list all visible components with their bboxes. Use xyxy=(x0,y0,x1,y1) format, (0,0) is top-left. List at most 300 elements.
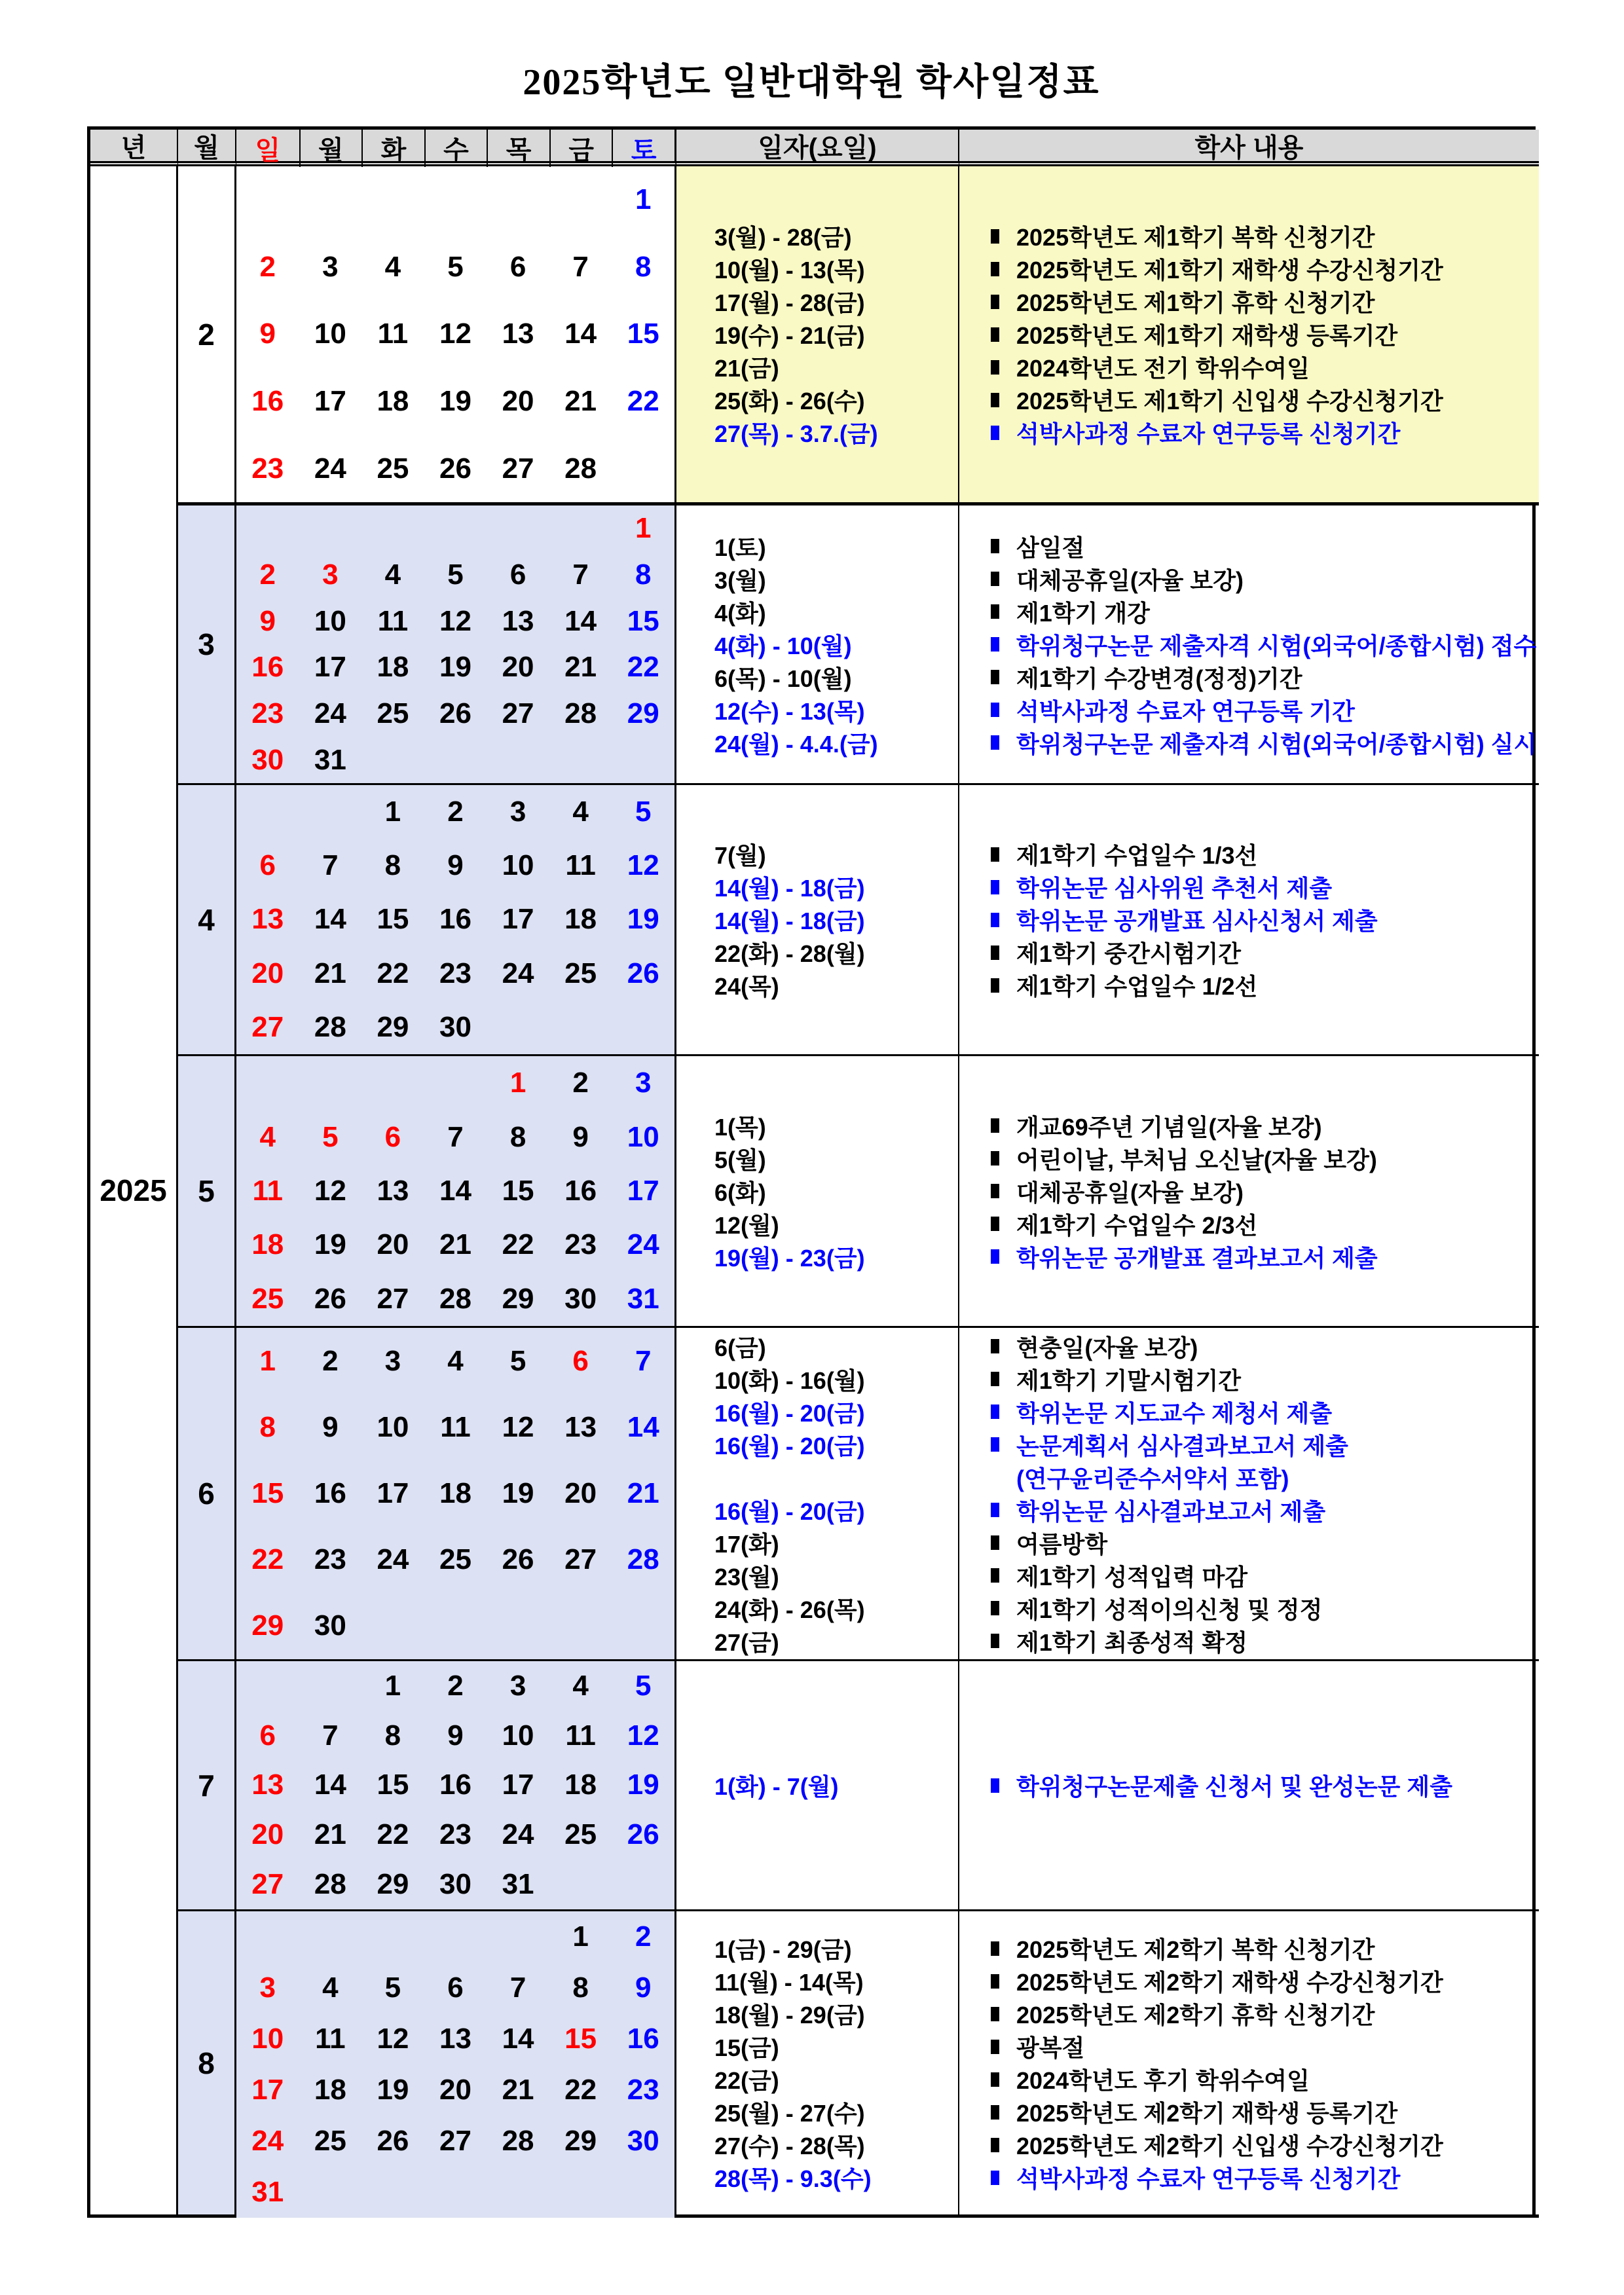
square-bullet-icon xyxy=(991,1405,999,1419)
square-bullet-icon xyxy=(991,1339,999,1353)
calendar-day: 15 xyxy=(377,903,409,936)
calendar-day: 5 xyxy=(447,558,464,591)
month-6-calendar-grid xyxy=(236,1326,676,1659)
calendar-day: 22 xyxy=(627,385,659,418)
event-text: 제1학기 수업일수 1/2선 xyxy=(1016,973,1258,1000)
event-text-line xyxy=(991,562,1539,595)
calendar-day: 19 xyxy=(502,1477,534,1509)
calendar-day: 18 xyxy=(439,1477,471,1509)
calendar-day: 30 xyxy=(564,1282,597,1315)
calendar-day: 9 xyxy=(259,604,276,637)
event-text-line xyxy=(991,2161,1539,2194)
calendar-day: 22 xyxy=(564,2074,597,2106)
month-number-7: 7 xyxy=(178,1659,236,1909)
month-2-calendar-grid xyxy=(236,166,676,502)
square-bullet-icon xyxy=(991,1437,999,1452)
event-text: 제1학기 수업일수 1/3선 xyxy=(1016,842,1258,869)
event-text: 학위논문 심사위원 추천서 제출 xyxy=(1016,875,1333,902)
square-bullet-icon xyxy=(991,1535,999,1550)
event-date: 16(월) - 20(금) xyxy=(714,1399,865,1427)
square-bullet-icon xyxy=(991,2171,999,2185)
event-text-line xyxy=(991,1461,1539,1494)
calendar-day: 21 xyxy=(502,2074,534,2106)
event-date: 1(금) - 29(금) xyxy=(714,1936,852,1963)
square-bullet-icon xyxy=(991,1118,999,1133)
event-text-line xyxy=(991,285,1539,318)
calendar-day xyxy=(299,785,362,839)
square-bullet-icon xyxy=(991,262,999,276)
calendar-day: 19 xyxy=(627,903,659,936)
calendar-day xyxy=(299,1056,362,1110)
event-date: 28(목) - 9.3(수) xyxy=(714,2165,872,2192)
event-text: 학위논문 심사결과보고서 제출 xyxy=(1016,1497,1326,1525)
square-bullet-icon xyxy=(991,670,999,684)
month-3-date-column xyxy=(676,502,959,783)
event-text-line xyxy=(991,530,1539,562)
calendar-day: 25 xyxy=(564,1818,597,1851)
event-text: 제1학기 최종성적 확정 xyxy=(1016,1628,1248,1656)
event-text: 논문계획서 심사결과보고서 제출 xyxy=(1016,1432,1348,1460)
calendar-day: 24 xyxy=(314,452,346,485)
calendar-day: 1 xyxy=(635,512,652,545)
calendar-day: 6 xyxy=(384,1120,401,1153)
calendar-day: 23 xyxy=(627,2074,659,2106)
calendar-day: 12 xyxy=(377,2023,409,2055)
calendar-day: 3 xyxy=(509,796,526,828)
calendar-day: 28 xyxy=(439,1282,471,1315)
event-text: 현충일(자율 보강) xyxy=(1016,1334,1198,1361)
calendar-day: 14 xyxy=(502,2023,534,2055)
square-bullet-icon xyxy=(991,946,999,960)
square-bullet-icon xyxy=(991,735,999,750)
calendar-day: 24 xyxy=(377,1543,409,1576)
calendar-day xyxy=(236,1661,299,1711)
calendar-day: 20 xyxy=(502,651,534,684)
square-bullet-icon xyxy=(991,393,999,407)
square-bullet-icon xyxy=(991,572,999,586)
event-text-line xyxy=(991,1109,1539,1142)
calendar-day xyxy=(424,1056,487,1110)
calendar-day: 11 xyxy=(440,1410,471,1443)
calendar-day: 30 xyxy=(439,1010,471,1043)
square-bullet-icon xyxy=(991,2105,999,2120)
calendar-day: 12 xyxy=(627,849,659,882)
calendar-day: 27 xyxy=(564,1543,597,1576)
event-date: 27(목) - 3.7.(금) xyxy=(714,420,878,447)
calendar-day xyxy=(236,505,299,552)
event-date: 10(화) - 16(월) xyxy=(714,1367,865,1394)
square-bullet-icon xyxy=(991,2072,999,2087)
event-text: 2025학년도 제1학기 신입생 수강신청기간 xyxy=(1016,388,1443,414)
calendar-day: 6 xyxy=(259,1719,276,1752)
calendar-day: 1 xyxy=(572,1920,589,1953)
calendar-day: 13 xyxy=(502,604,534,637)
month-8-date-column xyxy=(676,1909,959,2218)
calendar-day: 19 xyxy=(439,651,471,684)
square-bullet-icon xyxy=(991,637,999,652)
calendar-day: 27 xyxy=(251,1868,284,1901)
page-title: 2025학년도 일반대학원 학사일정표 xyxy=(523,62,1100,103)
calendar-day: 11 xyxy=(565,1719,596,1752)
calendar-day: 16 xyxy=(314,1477,346,1509)
calendar-day: 25 xyxy=(439,1543,471,1576)
calendar-day: 16 xyxy=(627,2023,659,2055)
square-bullet-icon xyxy=(991,1249,999,1264)
calendar-day: 20 xyxy=(251,957,284,989)
calendar-day xyxy=(361,2167,424,2218)
calendar-table xyxy=(87,126,1536,2218)
calendar-day: 13 xyxy=(502,318,534,350)
calendar-day xyxy=(299,505,362,552)
calendar-day xyxy=(424,2167,487,2218)
calendar-day xyxy=(487,1911,549,1962)
calendar-day xyxy=(487,737,549,783)
month-7-content-column xyxy=(959,1659,1539,1909)
square-bullet-icon xyxy=(991,2007,999,2021)
calendar-day: 17 xyxy=(314,651,346,684)
calendar-day: 1 xyxy=(259,1344,276,1377)
event-date: 6(금) xyxy=(714,1334,766,1361)
calendar-day: 6 xyxy=(572,1344,589,1377)
calendar-day: 29 xyxy=(251,1609,284,1642)
calendar-day xyxy=(549,737,612,783)
weekday-label-5: 금 xyxy=(549,130,612,167)
calendar-day: 25 xyxy=(377,452,409,485)
calendar-day: 18 xyxy=(377,385,409,418)
calendar-day: 31 xyxy=(251,2176,284,2208)
square-bullet-icon xyxy=(991,880,999,894)
month-3-calendar-grid xyxy=(236,502,676,783)
calendar-day: 30 xyxy=(627,2125,659,2157)
event-text: 2025학년도 제2학기 재학생 수강신청기간 xyxy=(1016,1969,1443,1996)
calendar-day: 15 xyxy=(627,604,659,637)
calendar-day: 10 xyxy=(251,2023,284,2055)
square-bullet-icon xyxy=(991,847,999,862)
month-number-3: 3 xyxy=(178,502,236,783)
calendar-day: 19 xyxy=(627,1769,659,1801)
event-text-line xyxy=(991,871,1539,904)
square-bullet-icon xyxy=(991,1634,999,1648)
calendar-day: 14 xyxy=(439,1174,471,1207)
calendar-day: 11 xyxy=(252,1174,284,1207)
calendar-day: 1 xyxy=(635,183,652,216)
calendar-day xyxy=(361,1593,424,1659)
calendar-day: 25 xyxy=(251,1282,284,1315)
event-text: 삼일절 xyxy=(1016,534,1085,561)
square-bullet-icon xyxy=(991,913,999,927)
calendar-day: 7 xyxy=(447,1120,464,1153)
calendar-day xyxy=(299,166,362,234)
calendar-day xyxy=(549,1860,612,1909)
calendar-day: 6 xyxy=(509,558,526,591)
calendar-day: 4 xyxy=(572,796,589,828)
calendar-day xyxy=(236,1911,299,1962)
weekday-label-4: 목 xyxy=(487,130,549,167)
calendar-day xyxy=(361,505,424,552)
header-weekdays xyxy=(236,130,676,166)
calendar-day: 23 xyxy=(251,697,284,729)
calendar-day: 28 xyxy=(564,452,597,485)
calendar-day xyxy=(361,737,424,783)
event-text-line xyxy=(991,1175,1539,1207)
calendar-day: 8 xyxy=(572,1972,589,2004)
event-text: (연구윤리준수서약서 포함) xyxy=(1016,1465,1289,1492)
event-text: 학위논문 지도교수 제청서 제출 xyxy=(1016,1399,1333,1427)
weekday-label-2: 화 xyxy=(361,130,424,167)
event-text: 대체공휴일(자율 보강) xyxy=(1016,1179,1244,1206)
calendar-day: 4 xyxy=(322,1972,339,2004)
event-text: 2024학년도 전기 학위수여일 xyxy=(1016,355,1310,382)
calendar-day xyxy=(612,1860,674,1909)
calendar-day xyxy=(487,505,549,552)
calendar-day: 16 xyxy=(564,1174,597,1207)
calendar-day: 3 xyxy=(509,1669,526,1702)
event-date: 22(화) - 28(월) xyxy=(714,940,865,967)
calendar-day: 22 xyxy=(502,1228,534,1261)
event-text-line xyxy=(991,936,1539,969)
header-month: 월 xyxy=(178,130,236,166)
calendar-day: 19 xyxy=(314,1228,346,1261)
calendar-day: 31 xyxy=(627,1282,659,1315)
event-text: 2025학년도 제2학기 복학 신청기간 xyxy=(1016,1936,1375,1963)
calendar-day: 30 xyxy=(439,1868,471,1901)
header-content: 학사 내용 xyxy=(959,130,1539,166)
calendar-day: 3 xyxy=(384,1344,401,1377)
month-7-date-column xyxy=(676,1659,959,1909)
square-bullet-icon xyxy=(991,1778,999,1793)
calendar-day: 4 xyxy=(572,1669,589,1702)
calendar-day xyxy=(487,1593,549,1659)
calendar-day xyxy=(299,2167,362,2218)
event-text-line xyxy=(991,1592,1539,1625)
calendar-day xyxy=(549,505,612,552)
calendar-day xyxy=(424,505,487,552)
event-text: 학위청구논문 제출자격 시험(외국어/종합시험) 실시 xyxy=(1016,730,1537,758)
event-text-line xyxy=(991,384,1539,416)
calendar-day: 17 xyxy=(502,903,534,936)
calendar-day: 13 xyxy=(564,1410,597,1443)
weekday-label-1: 월 xyxy=(299,130,362,167)
event-date: 27(금) xyxy=(714,1628,779,1656)
event-text: 제1학기 성적이의신청 및 정정 xyxy=(1016,1596,1323,1623)
calendar-day: 4 xyxy=(447,1344,464,1377)
square-bullet-icon xyxy=(991,2138,999,2152)
event-date: 1(토) xyxy=(714,534,766,561)
calendar-day xyxy=(612,1001,674,1054)
event-text-line xyxy=(991,661,1539,693)
calendar-day: 7 xyxy=(635,1344,652,1377)
calendar-day: 21 xyxy=(564,651,597,684)
event-text: 학위청구논문 제출자격 시험(외국어/종합시험) 접수 xyxy=(1016,632,1537,659)
square-bullet-icon xyxy=(991,229,999,244)
calendar-day: 20 xyxy=(502,385,534,418)
event-text-line xyxy=(991,969,1539,1002)
calendar-day: 26 xyxy=(314,1282,346,1315)
event-text: 제1학기 기말시험기간 xyxy=(1016,1367,1242,1394)
event-date: 16(월) - 20(금) xyxy=(714,1432,865,1460)
calendar-day xyxy=(361,1911,424,1962)
calendar-day: 27 xyxy=(439,2125,471,2157)
calendar-day: 23 xyxy=(251,452,284,485)
event-date: 12(월) xyxy=(714,1211,779,1239)
calendar-day xyxy=(612,2167,674,2218)
calendar-day: 26 xyxy=(502,1543,534,1576)
event-text-line xyxy=(991,2063,1539,2096)
calendar-day: 22 xyxy=(627,651,659,684)
calendar-day: 7 xyxy=(509,1972,526,2004)
calendar-day xyxy=(612,1593,674,1659)
calendar-day xyxy=(612,435,674,502)
calendar-day: 2 xyxy=(259,250,276,283)
calendar-day: 14 xyxy=(314,903,346,936)
square-bullet-icon xyxy=(991,1151,999,1166)
square-bullet-icon xyxy=(991,360,999,375)
calendar-day: 11 xyxy=(315,2023,346,2055)
calendar-day: 26 xyxy=(439,452,471,485)
calendar-day: 13 xyxy=(251,1769,284,1801)
calendar-day: 4 xyxy=(259,1120,276,1153)
calendar-day: 26 xyxy=(627,1818,659,1851)
month-7-calendar-grid xyxy=(236,1659,676,1909)
event-date: 6(화) xyxy=(714,1179,766,1206)
event-date: 23(월) xyxy=(714,1563,779,1590)
calendar-day: 28 xyxy=(502,2125,534,2157)
event-text: 여름방학 xyxy=(1016,1530,1108,1558)
calendar-day: 17 xyxy=(627,1174,659,1207)
calendar-day: 5 xyxy=(384,1972,401,2004)
calendar-day: 3 xyxy=(322,558,339,591)
month-5-calendar-grid xyxy=(236,1054,676,1326)
event-text: 학위청구논문제출 신청서 및 완성논문 제출 xyxy=(1016,1773,1452,1800)
event-date: 24(화) - 26(목) xyxy=(714,1596,865,1623)
weekday-label-6: 토 xyxy=(612,130,674,167)
calendar-day: 5 xyxy=(635,1669,652,1702)
event-date: 24(월) - 4.4.(금) xyxy=(714,730,878,758)
calendar-day: 24 xyxy=(251,2125,284,2157)
calendar-day: 25 xyxy=(314,2125,346,2157)
event-text-line xyxy=(991,1363,1539,1395)
calendar-day: 7 xyxy=(572,250,589,283)
event-text: 대체공휴일(자율 보강) xyxy=(1016,566,1244,594)
calendar-day xyxy=(549,2167,612,2218)
event-text-line xyxy=(991,1142,1539,1175)
calendar-day: 26 xyxy=(627,957,659,989)
calendar-day: 8 xyxy=(635,250,652,283)
calendar-day: 8 xyxy=(384,849,401,882)
calendar-day: 16 xyxy=(251,385,284,418)
square-bullet-icon xyxy=(991,1974,999,1989)
event-text: 제1학기 수강변경(정정)기간 xyxy=(1016,665,1302,692)
calendar-day: 12 xyxy=(627,1719,659,1752)
calendar-day: 9 xyxy=(635,1972,652,2004)
calendar-day xyxy=(549,1001,612,1054)
calendar-day xyxy=(299,1911,362,1962)
month-8-calendar-grid xyxy=(236,1909,676,2218)
year-label: 2025 xyxy=(90,166,178,2218)
calendar-day: 3 xyxy=(259,1972,276,2004)
weekday-label-0: 일 xyxy=(255,136,281,165)
calendar-day xyxy=(236,785,299,839)
calendar-day: 7 xyxy=(322,849,339,882)
event-date: 14(월) - 18(금) xyxy=(714,908,865,934)
calendar-day: 17 xyxy=(314,385,346,418)
event-date: 4(화) - 10(월) xyxy=(714,632,852,659)
event-text-line xyxy=(991,726,1539,759)
calendar-day: 18 xyxy=(314,2074,346,2106)
square-bullet-icon xyxy=(991,539,999,553)
event-text: 석박사과정 수료자 연구등록 신청기간 xyxy=(1016,420,1401,447)
calendar-day: 27 xyxy=(251,1010,284,1043)
calendar-day: 2 xyxy=(447,1669,464,1702)
event-text-line xyxy=(991,628,1539,661)
calendar-day: 6 xyxy=(447,1972,464,2004)
calendar-day: 28 xyxy=(314,1010,346,1043)
event-text-line xyxy=(991,1998,1539,2030)
calendar-day: 24 xyxy=(502,957,534,989)
month-4-calendar-grid xyxy=(236,783,676,1054)
event-text-line xyxy=(991,2096,1539,2129)
square-bullet-icon xyxy=(991,703,999,717)
calendar-day: 7 xyxy=(572,558,589,591)
calendar-day: 13 xyxy=(439,2023,471,2055)
calendar-day xyxy=(549,166,612,234)
event-date: 6(목) - 10(월) xyxy=(714,665,852,692)
calendar-day xyxy=(612,737,674,783)
event-text: 학위논문 공개발표 심사신청서 제출 xyxy=(1016,908,1378,934)
calendar-day: 1 xyxy=(384,1669,401,1702)
calendar-day: 13 xyxy=(251,903,284,936)
calendar-day: 16 xyxy=(251,651,284,684)
calendar-day: 15 xyxy=(251,1477,284,1509)
square-bullet-icon xyxy=(991,295,999,309)
calendar-day: 28 xyxy=(314,1868,346,1901)
calendar-day: 4 xyxy=(384,250,401,283)
calendar-day: 6 xyxy=(509,250,526,283)
event-text: 2025학년도 제2학기 휴학 신청기간 xyxy=(1016,2002,1375,2029)
event-text-line xyxy=(991,1428,1539,1461)
calendar-day: 9 xyxy=(259,318,276,350)
event-text-line xyxy=(991,1207,1539,1240)
calendar-day: 18 xyxy=(251,1228,284,1261)
calendar-day: 27 xyxy=(502,452,534,485)
calendar-day: 10 xyxy=(502,849,534,882)
month-6-date-column xyxy=(676,1326,959,1659)
calendar-day: 6 xyxy=(259,849,276,882)
calendar-day: 14 xyxy=(564,604,597,637)
calendar-day xyxy=(424,1593,487,1659)
calendar-day: 21 xyxy=(314,957,346,989)
event-date: 1(화) - 7(월) xyxy=(714,1773,839,1800)
event-text-line xyxy=(991,693,1539,726)
calendar-day: 17 xyxy=(251,2074,284,2106)
event-date: 19(월) - 23(금) xyxy=(714,1244,865,1272)
event-text-line xyxy=(991,1240,1539,1273)
event-text-line xyxy=(991,253,1539,285)
event-text-line xyxy=(991,1395,1539,1428)
event-date: 1(목) xyxy=(714,1113,766,1141)
calendar-day: 8 xyxy=(635,558,652,591)
calendar-day: 28 xyxy=(564,697,597,729)
calendar-day: 29 xyxy=(627,697,659,729)
event-text: 2025학년도 제1학기 복학 신청기간 xyxy=(1016,224,1375,251)
square-bullet-icon xyxy=(991,1217,999,1231)
calendar-day: 10 xyxy=(502,1719,534,1752)
event-text: 어린이날, 부처님 오신날(자율 보강) xyxy=(1016,1146,1377,1173)
calendar-day xyxy=(361,166,424,234)
month-5-content-column xyxy=(959,1054,1539,1326)
calendar-day: 22 xyxy=(377,1818,409,1851)
event-text-line xyxy=(991,2030,1539,2063)
